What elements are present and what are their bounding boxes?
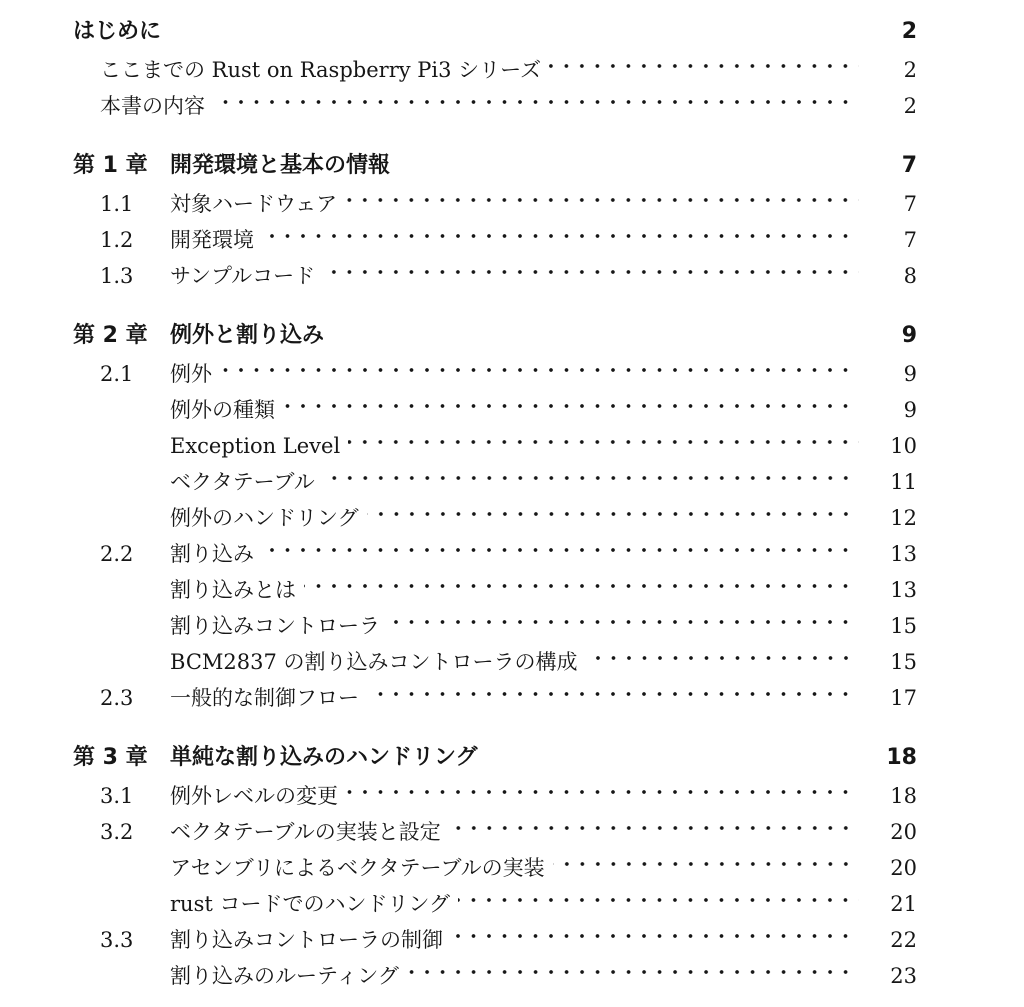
page-number: 9 [901,323,917,348]
toc-subsection-row[interactable] [73,500,917,536]
toc-chapter-row[interactable] [73,146,917,186]
page-number: 9 [903,398,917,422]
entry-title: 割り込み [170,542,254,566]
toc-section-row[interactable] [73,52,917,88]
section-number: 3.3 [100,928,134,952]
entry-title: rust コードでのハンドリング [170,892,451,916]
toc-chapter-row[interactable] [73,12,917,52]
page-number: 10 [890,434,917,458]
entry-title: 対象ハードウェア [170,192,338,216]
toc-section-row[interactable] [73,778,917,814]
section-number: 1.1 [100,192,134,216]
entry-title: ここまでの Rust on Raspberry Pi3 シリーズ [100,58,542,82]
page-number: 2 [903,58,917,82]
page-number: 12 [890,506,917,530]
section-number: 1.3 [100,264,134,288]
page-number: 7 [903,192,917,216]
toc-chapter-row[interactable] [73,738,917,778]
toc-section-row[interactable] [73,186,917,222]
toc-subsection-row[interactable] [73,958,917,994]
toc-section-row[interactable] [73,88,917,124]
toc-subsection-row[interactable] [73,850,917,886]
page-number: 22 [890,928,917,952]
chapter-number: 第 1 章 [73,153,148,178]
toc-section-row[interactable] [73,356,917,392]
entry-title: 割り込みコントローラの制御 [170,928,443,952]
entry-title: 例外の種類 [170,398,275,422]
chapter-number: 第 2 章 [73,323,148,348]
entry-title: 開発環境 [170,228,254,252]
page-number: 18 [886,745,917,770]
toc-subsection-row[interactable] [73,464,917,500]
entry-title: 本書の内容 [100,94,205,118]
toc-subsection-row[interactable] [73,428,917,464]
page-number: 7 [901,153,917,178]
toc-subsection-row[interactable] [73,644,917,680]
entry-title: Exception Level [170,434,341,458]
toc-section-row[interactable] [73,536,917,572]
page-number: 11 [890,470,917,494]
entry-title: 例外のハンドリング [170,506,359,530]
page-number: 15 [890,614,917,638]
page-number: 18 [890,784,917,808]
page-number: 7 [903,228,917,252]
section-number: 3.1 [100,784,134,808]
entry-title: BCM2837 の割り込みコントローラの構成 [170,650,578,674]
entry-title: 例外 [170,362,212,386]
page-number: 9 [903,362,917,386]
page-number: 2 [903,94,917,118]
page-number: 13 [890,542,917,566]
toc-section-row[interactable] [73,222,917,258]
toc-subsection-row[interactable] [73,392,917,428]
page-number: 20 [890,820,917,844]
toc-section-row[interactable] [73,680,917,716]
page-number: 8 [903,264,917,288]
toc-section-row[interactable] [73,258,917,294]
entry-title: ベクタテーブル [170,470,315,494]
section-number: 2.3 [100,686,134,710]
toc-section-row[interactable] [73,922,917,958]
entry-title: 割り込みのルーティング [170,964,399,988]
page-number: 15 [890,650,917,674]
toc-subsection-row[interactable] [73,572,917,608]
page-number: 17 [890,686,917,710]
toc-section-row[interactable] [73,814,917,850]
entry-title: アセンブリによるベクタテーブルの実装 [170,856,545,880]
chapter-title: はじめに [73,19,162,44]
page-number: 23 [890,964,917,988]
chapter-title: 開発環境と基本の情報 [170,153,391,178]
page-number: 21 [890,892,917,916]
page-number: 20 [890,856,917,880]
entry-title: ベクタテーブルの実装と設定 [170,820,441,844]
entry-title: 割り込みとは [170,578,296,602]
section-number: 1.2 [100,228,134,252]
section-number: 2.2 [100,542,134,566]
entry-title: 割り込みコントローラ [170,614,380,638]
chapter-title: 単純な割り込みのハンドリング [170,745,478,770]
toc-subsection-row[interactable] [73,608,917,644]
page-number: 13 [890,578,917,602]
page-number: 2 [901,19,917,44]
toc-subsection-row[interactable] [73,886,917,922]
chapter-number: 第 3 章 [73,745,148,770]
chapter-title: 例外と割り込み [170,323,325,348]
entry-title: 例外レベルの変更 [170,784,338,808]
section-number: 3.2 [100,820,134,844]
entry-title: 一般的な制御フロー [170,686,359,710]
entry-title: サンプルコード [170,264,316,288]
toc-chapter-row[interactable] [73,316,917,356]
section-number: 2.1 [100,362,134,386]
